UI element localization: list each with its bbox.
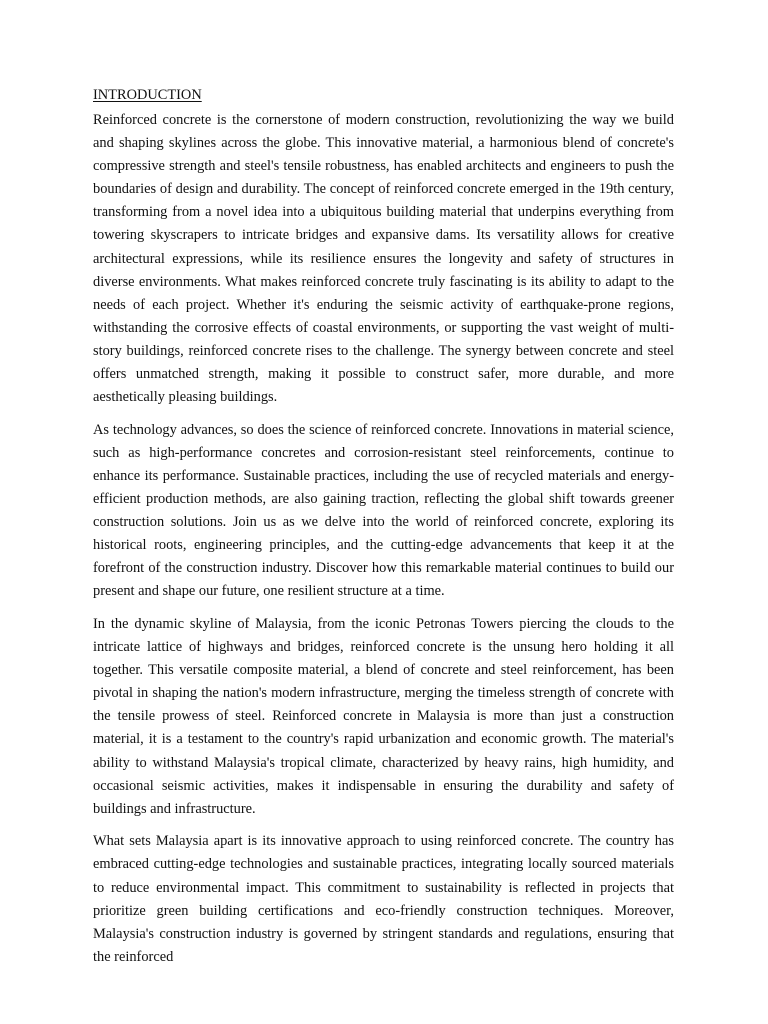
document-body <box>93 86 674 969</box>
paragraph-1: Reinforced concrete is the cornerstone of modern construction, revolutionizing the way we build and shaping skylines across the globe. This innovative material, a harmonious blend of concrete's compressive strength and steel's tensile robustness, has enabled architects and engineers to push the boundaries of design and durability. The concept of reinforced concrete emerged in the 19th century, transforming from a novel idea into a ubiquitous building material that underpins everything from towering skyscrapers to intricate bridges and expansive dams. Its versatility allows for creative architectural expressions, while its resilience ensures the longevity and safety of structures in diverse environments. What makes reinforced concrete truly fascinating is its ability to adapt to the needs of each project. Whether it's enduring the seismic activity of earthquake-prone regions, withstanding the corrosive effects of coastal environments, or supporting the vast weight of multi-story buildings, reinforced concrete rises to the challenge. The synergy between concrete and steel offers unmatched strength, making it possible to construct safer, more durable, and more aesthetically pleasing buildings. <box>93 112 674 406</box>
paragraph-3: In the dynamic skyline of Malaysia, from the iconic Petronas Towers piercing the clouds to the intricate lattice of highways and bridges, reinforced concrete is the unsung hero holding it all together. This versatile composite material, a blend of concrete and steel reinforcement, has been pivotal in shaping the nation's modern infrastructure, merging the timeless strength of concrete with the tensile prowess of steel. Reinforced concrete in Malaysia is more than just a construction material, it is a testament to the country's rapid urbanization and economic growth. The material's ability to withstand Malaysia's tropical climate, characterized by heavy rains, high humidity, and occasional seismic activities, makes it indispensable in ensuring the durability and safety of buildings and infrastructure. <box>93 615 674 817</box>
section-heading: INTRODUCTION <box>93 87 202 103</box>
paragraph-2: As technology advances, so does the science of reinforced concrete. Innovations in material science, such as high-performance concretes and corrosion-resistant steel reinforcements, continue to enhance its performance. Sustainable practices, including the use of recycled materials and energy-efficient production methods, are also gaining traction, reflecting the global shift towards greener construction solutions. Join us as we delve into the world of reinforced concrete, exploring its historical roots, engineering principles, and the cutting-edge advancements that keep it at the forefront of the construction industry. Discover how this remarkable material continues to build our present and shape our future, one resilient structure at a time. <box>93 421 674 600</box>
paragraph-4: What sets Malaysia apart is its innovative approach to using reinforced concrete. The country has embraced cutting-edge technologies and sustainable practices, integrating locally sourced materials to reduce environmental impact. This commitment to sustainability is reflected in projects that prioritize green building certifications and eco-friendly construction techniques. Moreover, Malaysia's construction industry is governed by stringent standards and regulations, ensuring that the reinforced <box>93 833 674 965</box>
